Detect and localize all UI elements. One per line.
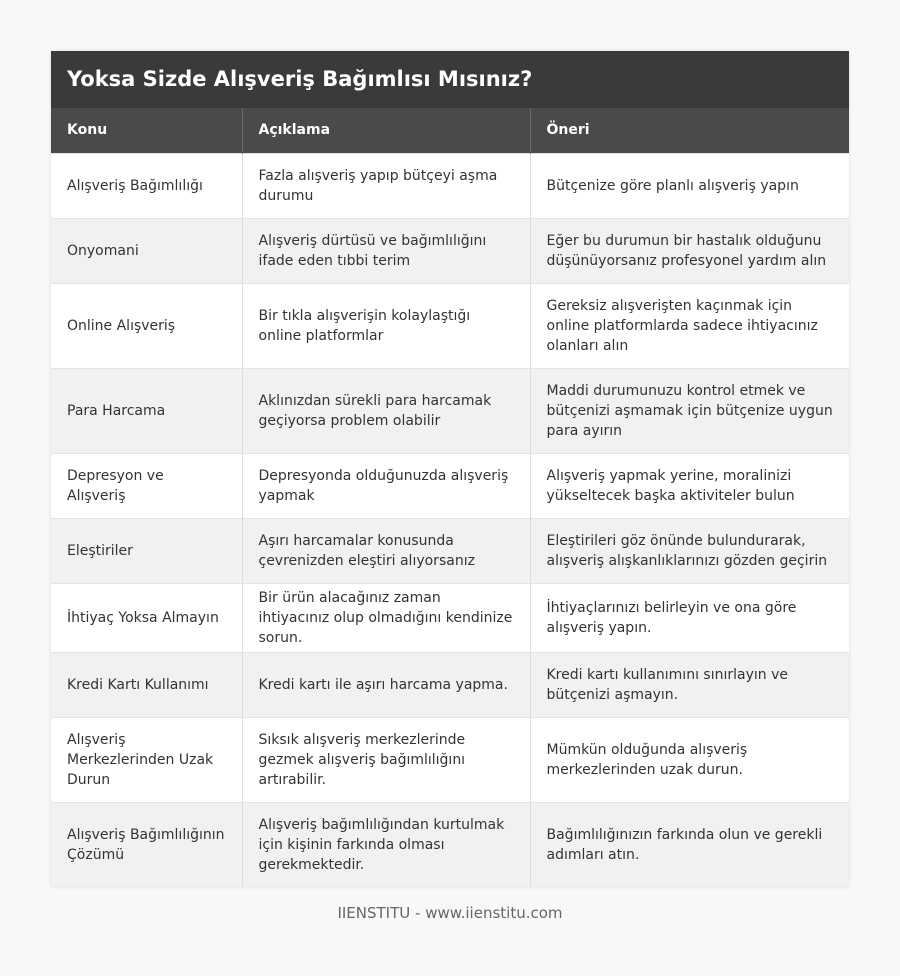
cell-description: Alışveriş dürtüsü ve bağımlılığını ifade eden tıbbi terim xyxy=(242,218,530,283)
cell-topic: Depresyon ve Alışveriş xyxy=(51,453,242,518)
cell-description: Bir ürün alacağınız zaman ihtiyacınız olup olmadığını kendinize sorun. xyxy=(242,583,530,652)
table-row xyxy=(51,368,849,453)
table-row xyxy=(51,518,849,583)
cell-description: Alışveriş bağımlılığından kurtulmak için kişinin farkında olması gerekmektedir. xyxy=(242,802,530,887)
cell-topic: Kredi Kartı Kullanımı xyxy=(51,652,242,717)
cell-suggestion: İhtiyaçlarınızı belirleyin ve ona göre alışveriş yapın. xyxy=(530,583,849,652)
table-title: Yoksa Sizde Alışveriş Bağımlısı Mısınız? xyxy=(51,51,849,108)
cell-topic: Para Harcama xyxy=(51,368,242,453)
cell-topic: Alışveriş Bağımlılığının Çözümü xyxy=(51,802,242,887)
cell-description: Kredi kartı ile aşırı harcama yapma. xyxy=(242,652,530,717)
footer-credit: IIENSTITU - www.iienstitu.com xyxy=(337,904,563,922)
header-row xyxy=(51,108,849,153)
table-row xyxy=(51,583,849,652)
cell-suggestion: Mümkün olduğunda alışveriş merkezlerinden uzak durun. xyxy=(530,717,849,802)
cell-description: Fazla alışveriş yapıp bütçeyi aşma durumu xyxy=(242,153,530,218)
table-row xyxy=(51,717,849,802)
table-card xyxy=(51,51,849,887)
cell-topic: Eleştiriler xyxy=(51,518,242,583)
cell-suggestion: Eğer bu durumun bir hastalık olduğunu düşünüyorsanız profesyonel yardım alın xyxy=(530,218,849,283)
cell-topic: Onyomani xyxy=(51,218,242,283)
cell-description: Bir tıkla alışverişin kolaylaştığı online platformlar xyxy=(242,283,530,368)
cell-suggestion: Kredi kartı kullanımını sınırlayın ve bütçenizi aşmayın. xyxy=(530,652,849,717)
table-row xyxy=(51,153,849,218)
cell-description: Sıksık alışveriş merkezlerinde gezmek alışveriş bağımlılığını artırabilir. xyxy=(242,717,530,802)
cell-description: Aşırı harcamalar konusunda çevrenizden eleştiri alıyorsanız xyxy=(242,518,530,583)
cell-topic: Alışveriş Bağımlılığı xyxy=(51,153,242,218)
table-row xyxy=(51,652,849,717)
cell-description: Aklınızdan sürekli para harcamak geçiyorsa problem olabilir xyxy=(242,368,530,453)
cell-suggestion: Eleştirileri göz önünde bulundurarak, alışveriş alışkanlıklarınızı gözden geçirin xyxy=(530,518,849,583)
column-header-aciklama: Açıklama xyxy=(242,108,530,153)
table-row xyxy=(51,218,849,283)
cell-topic: Online Alışveriş xyxy=(51,283,242,368)
column-header-konu: Konu xyxy=(51,108,242,153)
cell-topic: Alışveriş Merkezlerinden Uzak Durun xyxy=(51,717,242,802)
cell-suggestion: Gereksiz alışverişten kaçınmak için online platformlarda sadece ihtiyacınız olanları alın xyxy=(530,283,849,368)
cell-description: Depresyonda olduğunuzda alışveriş yapmak xyxy=(242,453,530,518)
table-row xyxy=(51,802,849,887)
column-header-oneri: Öneri xyxy=(546,122,590,139)
table-row xyxy=(51,283,849,368)
cell-suggestion: Bütçenize göre planlı alışveriş yapın xyxy=(530,153,849,218)
cell-suggestion: Alışveriş yapmak yerine, moralinizi yükseltecek başka aktiviteler bulun xyxy=(530,453,849,518)
cell-topic: İhtiyaç Yoksa Almayın xyxy=(51,583,242,652)
data-table xyxy=(51,108,849,887)
cell-suggestion: Maddi durumunuzu kontrol etmek ve bütçenizi aşmamak için bütçenize uygun para ayırın xyxy=(530,368,849,453)
table-row xyxy=(51,453,849,518)
cell-suggestion: Bağımlılığınızın farkında olun ve gerekli adımları atın. xyxy=(530,802,849,887)
